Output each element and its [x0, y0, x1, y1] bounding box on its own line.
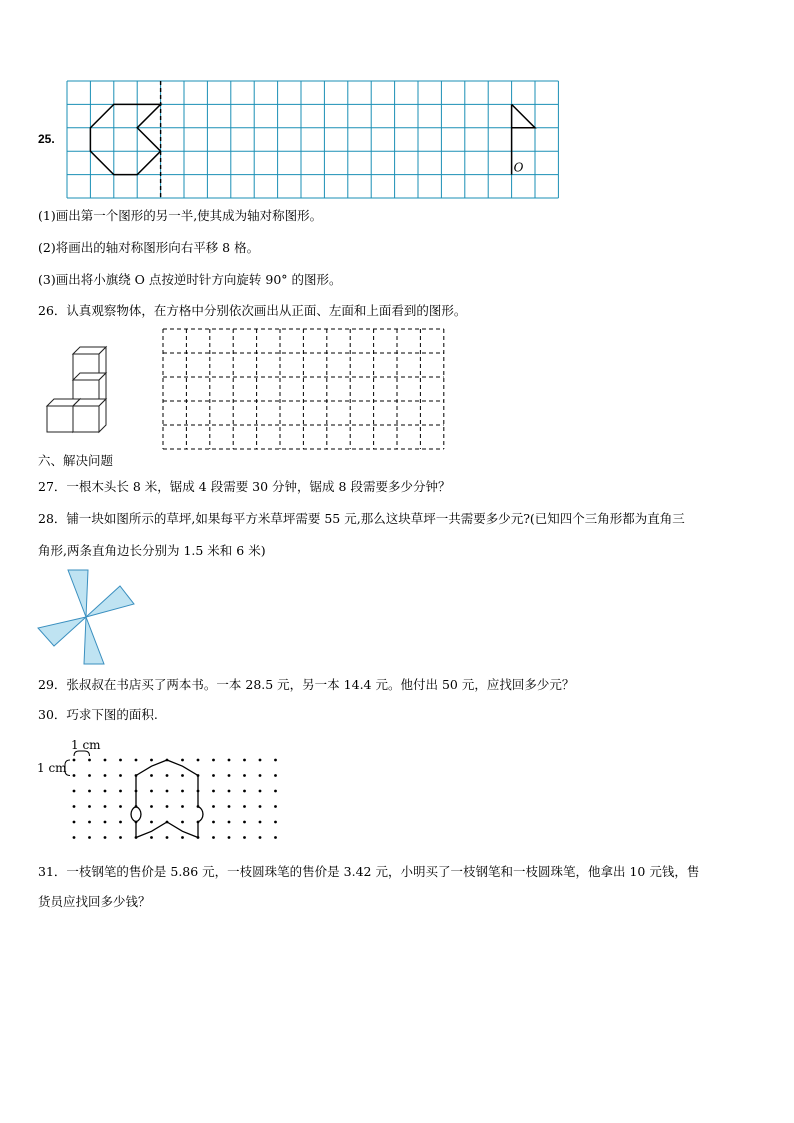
grid-dot — [150, 836, 153, 839]
unit-bracket-top — [74, 751, 90, 756]
grid-dot — [259, 759, 262, 762]
grid-dot — [135, 759, 138, 762]
q25-step-2: (2)将画出的轴对称图形向右平移 8 格。 — [38, 240, 260, 255]
q31-line-2: 货员应找回多少钱？ — [38, 894, 151, 909]
grid-dot — [274, 805, 277, 808]
grid-dot — [88, 774, 91, 777]
half-figure-outline — [90, 104, 160, 174]
grid-dot — [150, 774, 153, 777]
grid-dot — [228, 759, 231, 762]
grid-dot — [166, 836, 169, 839]
grid-dot — [243, 805, 246, 808]
grid-dot — [73, 821, 76, 824]
grid-dot — [274, 790, 277, 793]
q25-grid-figure — [66, 80, 556, 198]
grid-dot — [243, 821, 246, 824]
grid-dot — [274, 774, 277, 777]
grid-dot — [259, 836, 262, 839]
grid-dot — [259, 774, 262, 777]
grid-dot — [228, 805, 231, 808]
grid-dot — [274, 759, 277, 762]
question-25-number: 25. — [38, 132, 55, 146]
grid-dot — [181, 836, 184, 839]
puzzle-shape-outline — [136, 760, 203, 838]
grid-dot — [212, 836, 215, 839]
grid-dot — [73, 790, 76, 793]
grid-dot — [228, 836, 231, 839]
right-triangle-blade — [68, 570, 88, 617]
section-title: 六、解决问题 — [38, 453, 114, 468]
grid-dot — [119, 759, 122, 762]
grid-dot — [228, 790, 231, 793]
q28-pinwheel-lawn-figure — [36, 568, 136, 666]
grid-dot — [104, 774, 107, 777]
grid-dot — [150, 790, 153, 793]
q26-dashed-grid — [162, 328, 446, 450]
grid-dot — [181, 805, 184, 808]
grid-dot — [166, 805, 169, 808]
q28-line-2: 角形,两条直角边长分别为 1.5 米和 6 米) — [38, 543, 266, 558]
q30-text: 30．巧求下图的面积. — [38, 707, 158, 722]
q30-dot-grid-figure — [60, 750, 280, 850]
q28-line-1: 28．铺一块如图所示的草坪,如果每平方米草坪需要 55 元,那么这块草坪一共需要多少元?(已知四个三角形都为直角三 — [38, 511, 685, 526]
grid-dot — [73, 836, 76, 839]
grid-dot — [212, 759, 215, 762]
grid-dot — [88, 805, 91, 808]
grid-dot — [104, 805, 107, 808]
q31-line-1: 31．一枝钢笔的售价是 5.86 元，一枝圆珠笔的售价是 3.42 元，小明买了一枝钢笔和一枝圆珠笔，他拿出 10 元钱，售 — [38, 864, 700, 879]
q29-text: 29．张叔叔在书店买了两本书。一本 28.5 元，另一本 14.4 元。他付出 50 元，应找回多少元？ — [38, 677, 575, 692]
grid-dot — [119, 790, 122, 793]
grid-dot — [150, 759, 153, 762]
grid-dot — [73, 774, 76, 777]
grid-dot — [274, 836, 277, 839]
right-triangle-blade — [86, 586, 134, 617]
grid-dot — [228, 821, 231, 824]
grid-dot — [212, 790, 215, 793]
grid-dot — [243, 759, 246, 762]
grid-dot — [104, 821, 107, 824]
grid-dot — [274, 821, 277, 824]
grid-dot — [150, 821, 153, 824]
grid-dot — [212, 774, 215, 777]
grid-dot — [243, 836, 246, 839]
grid-dot — [181, 759, 184, 762]
grid-dot — [166, 774, 169, 777]
q25-step-1: (1)画出第一个图形的另一半,使其成为轴对称图形。 — [38, 208, 323, 223]
point-o-label: O — [513, 160, 524, 175]
grid-dot — [243, 790, 246, 793]
q27-text: 27．一根木头长 8 米，锯成 4 段需要 30 分钟，锯成 8 段需要多少分钟？ — [38, 479, 451, 494]
grid-dot — [73, 759, 76, 762]
q25-step-3: (3)画出将小旗绕 O 点按逆时针方向旋转 90° 的图形。 — [38, 272, 342, 287]
right-triangle-blade — [38, 617, 86, 646]
grid-dot — [104, 759, 107, 762]
grid-dot — [243, 774, 246, 777]
grid-dot — [104, 836, 107, 839]
grid-dot — [181, 790, 184, 793]
grid-dot — [150, 805, 153, 808]
q30-unit-label-left: 1 cm — [37, 761, 67, 775]
grid-dot — [166, 790, 169, 793]
grid-dot — [104, 790, 107, 793]
grid-dot — [212, 821, 215, 824]
q26-text: 26．认真观察物体，在方格中分别依次画出从正面、左面和上面看到的图形。 — [38, 303, 467, 318]
grid-dot — [228, 774, 231, 777]
grid-dot — [181, 774, 184, 777]
grid-dot — [259, 805, 262, 808]
q30-unit-label-top: 1 cm — [71, 738, 101, 752]
grid-dot — [88, 790, 91, 793]
grid-dot — [119, 805, 122, 808]
right-triangle-blade — [84, 617, 104, 664]
cube-front — [47, 406, 73, 432]
flag-triangle — [512, 104, 535, 127]
grid-dot — [88, 759, 91, 762]
q26-cube-stack-figure — [44, 340, 124, 440]
left-semicircle-bump — [131, 807, 136, 823]
cube-front — [73, 406, 99, 432]
grid-dot — [181, 821, 184, 824]
grid-dot — [88, 821, 91, 824]
grid-dot — [119, 836, 122, 839]
grid-dot — [119, 774, 122, 777]
unit-bracket-left — [65, 760, 70, 776]
grid-dot — [259, 790, 262, 793]
grid-dot — [73, 805, 76, 808]
grid-dot — [88, 836, 91, 839]
grid-dot — [212, 805, 215, 808]
grid-dot — [259, 821, 262, 824]
grid-dot — [197, 759, 200, 762]
grid-dot — [119, 821, 122, 824]
